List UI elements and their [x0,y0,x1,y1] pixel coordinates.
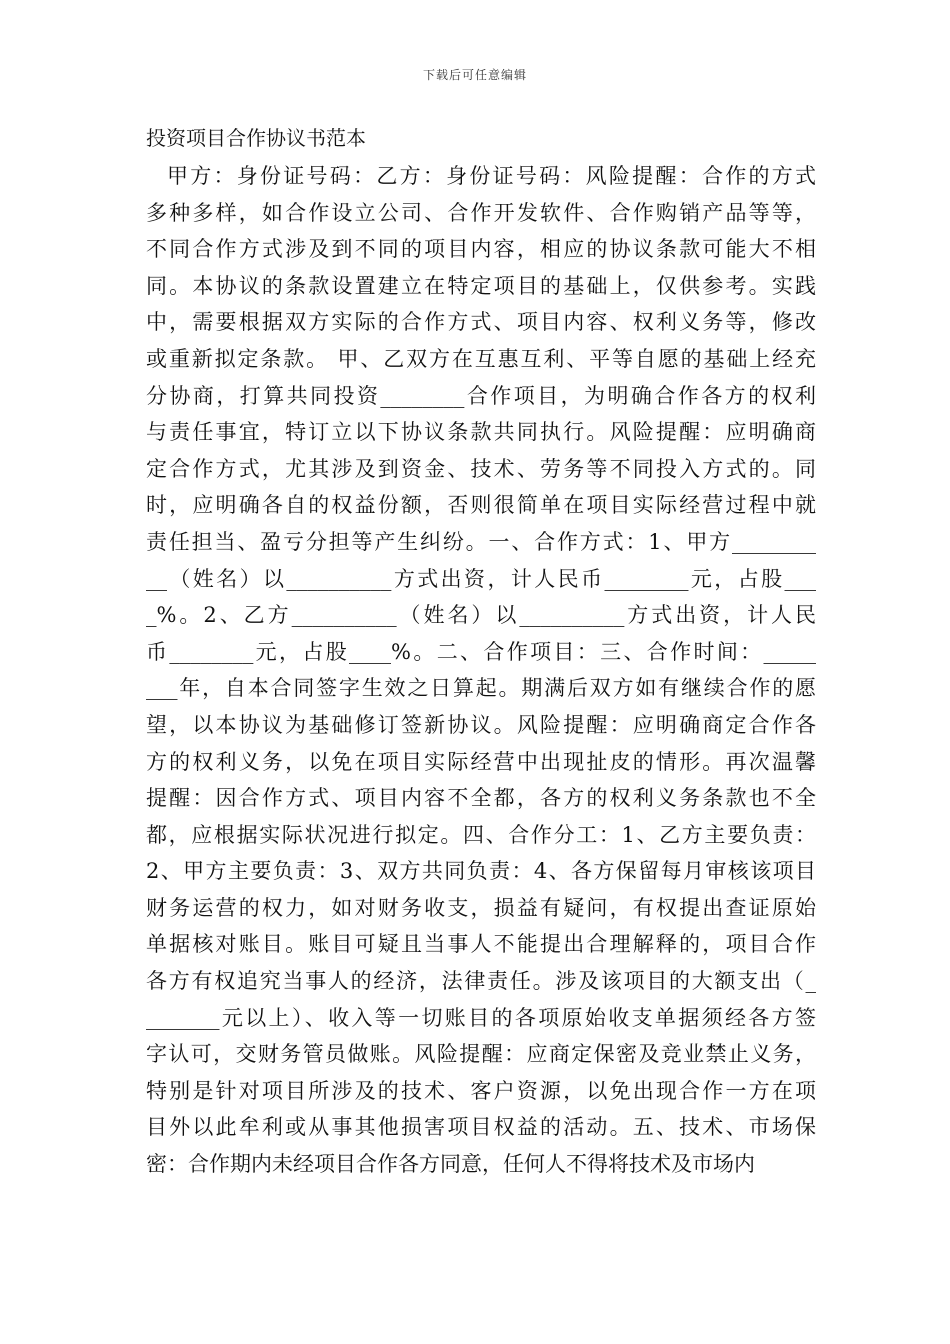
document-title: 投资项目合作协议书范本 [146,126,366,150]
body-line: 望，以本协议为基础修订签新协议。风险提醒：应明确商定合作各 [146,712,816,737]
page-header: 下载后可任意编辑 [422,68,527,82]
body-line: 目外以此牟利或从事其他损害项目权益的活动。五、技术、市场保 [146,1115,816,1140]
body-line: 多种多样，如合作设立公司、合作开发软件、合作购销产品等等， [146,200,816,225]
body-line: 与责任事宜，特订立以下协议条款共同执行。风险提醒：应明确商 [146,420,816,445]
body-line: 或重新拟定条款。 甲、乙双方在互惠互利、平等自愿的基础上经充 [146,346,816,371]
body-line: 都，应根据实际状况进行拟定。四、合作分工：1、乙方主要负责： [146,822,816,847]
body-line: 币________元，占股____%。二、合作项目：三、合作时间：_____ [146,639,816,664]
body-line: 时，应明确各自的权益份额，否则很简单在项目实际经营过程中就 [146,493,816,518]
body-line: _%。2、乙方__________（姓名）以__________方式出资，计人民 [146,603,816,628]
body-line: __（姓名）以__________方式出资，计人民币________元，占股___ [146,566,816,591]
body-line: 不同合作方式涉及到不同的项目内容，相应的协议条款可能大不相 [146,237,816,262]
body-line: 特别是针对项目所涉及的技术、客户资源，以免出现合作一方在项 [146,1078,816,1103]
body-line: ___年，自本合同签字生效之日算起。期满后双方如有继续合作的愿 [146,676,816,701]
body-line: 密：合作期内未经项目合作各方同意，任何人不得将技术及市场内 [146,1152,755,1177]
body-line: 字认可，交财务管员做账。风险提醒：应商定保密及竞业禁止义务， [146,1042,816,1067]
body-line: 同。本协议的条款设置建立在特定项目的基础上，仅供参考。实践 [146,273,816,298]
body-line: 方的权利义务，以免在项目实际经营中出现扯皮的情形。再次温馨 [146,749,816,774]
body-line: 财务运营的权力，如对财务收支，损益有疑问，有权提出查证原始 [146,895,816,920]
body-line: 单据核对账目。账目可疑且当事人不能提出合理解释的，项目合作 [146,932,816,957]
body-line: 分协商，打算共同投资________合作项目，为明确合作各方的权利 [146,383,816,408]
body-line: 责任担当、盈亏分担等产生纠纷。一、合作方式：1、甲方________ [146,529,816,554]
body-line: 提醒：因合作方式、项目内容不全都，各方的权利义务条款也不全 [146,786,816,811]
body-line: 各方有权追究当事人的经济，法律责任。涉及该项目的大额支出（_ [146,969,816,994]
body-line: 中，需要根据双方实际的合作方式、项目内容、权利义务等，修改 [146,310,816,335]
body-line: 甲方：身份证号码：乙方：身份证号码：风险提醒：合作的方式 [167,164,816,188]
body-line: 2、甲方主要负责：3、双方共同负责：4、各方保留每月审核该项目 [146,859,816,884]
document-body [146,158,816,1183]
body-line: _______元以上）、收入等一切账目的各项原始收支单据须经各方签 [146,1005,816,1030]
body-line: 定合作方式，尤其涉及到资金、技术、劳务等不同投入方式的。同 [146,456,816,481]
